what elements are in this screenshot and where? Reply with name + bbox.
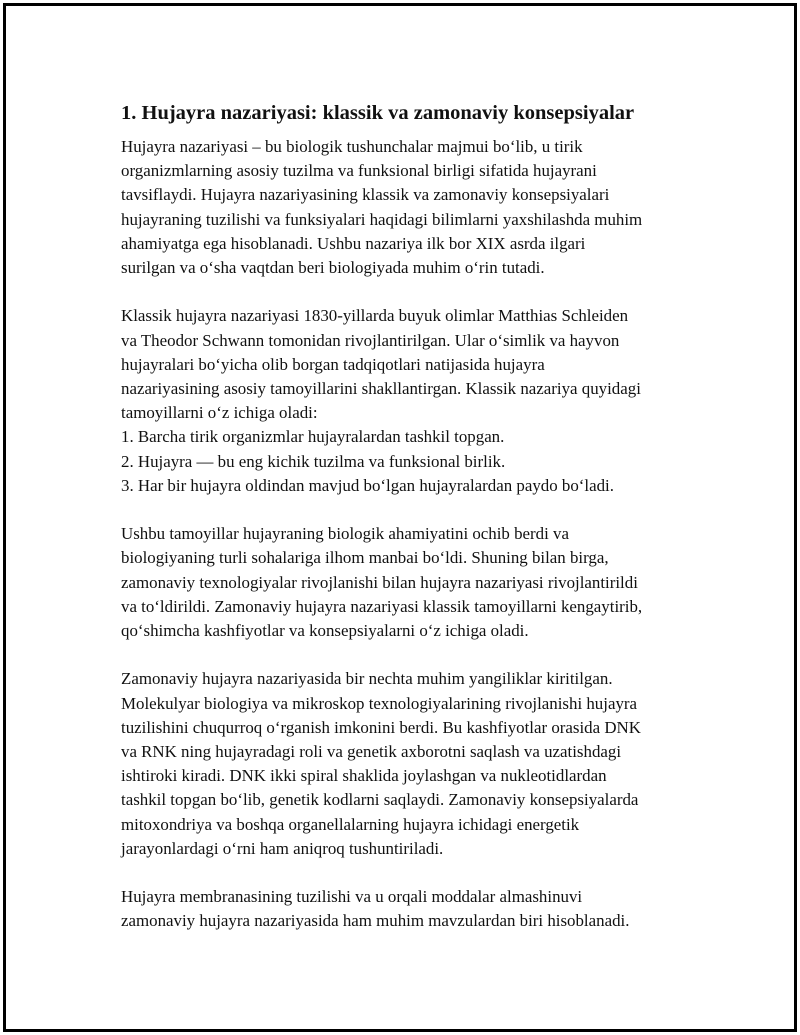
text-line: zamonaviy hujayra nazariyasida ham muhim mavzulardan biri hisoblanadi. [121, 911, 630, 931]
document-page [3, 3, 797, 1032]
section-heading: 1. Hujayra nazariyasi: klassik va zamonaviy konsepsiyalar [121, 102, 635, 124]
text-line: ahamiyatga ega hisoblanadi. Ushbu nazariya ilk bor XIX asrda ilgari [121, 233, 586, 253]
text-line: Zamonaviy hujayra nazariyasida bir nechta muhim yangiliklar kiritilgan. [121, 669, 613, 689]
list-item: 1. Barcha tirik organizmlar hujayralardan tashkil topgan. [121, 427, 505, 447]
text-line: ishtiroki kiradi. DNK ikki spiral shaklida joylashgan va nukleotidlardan [121, 766, 607, 786]
list-item: 2. Hujayra — bu eng kichik tuzilma va funksional birlik. [121, 451, 506, 471]
text-line: organizmlarning asosiy tuzilma va funksional birligi sifatida hujayrani [121, 161, 597, 181]
text-line: hujayralari bo‘yicha olib borgan tadqiqotlari natijasida hujayra [121, 354, 545, 374]
text-line: tavsiflaydi. Hujayra nazariyasining klassik va zamonaviy konsepsiyalari [121, 185, 610, 205]
text-line: va Theodor Schwann tomonidan rivojlantirilgan. Ular o‘simlik va hayvon [121, 330, 620, 350]
text-line: hujayraning tuzilishi va funksiyalari haqidagi bilimlarni yaxshilashda muhim [121, 209, 643, 229]
text-line: tashkil topgan bo‘lib, genetik kodlarni saqlaydi. Zamonaviy konsepsiyalarda [121, 790, 639, 810]
text-line: Hujayra membranasining tuzilishi va u orqali moddalar almashinuvi [121, 887, 583, 907]
text-line: Klassik hujayra nazariyasi 1830-yillarda buyuk olimlar Matthias Schleiden [121, 306, 629, 326]
text-line: Molekulyar biologiya va mikroskop texnologiyalarining rivojlanishi hujayra [121, 693, 638, 713]
text-line: qo‘shimcha kashfiyotlar va konsepsiyalarni o‘z ichiga oladi. [121, 621, 529, 641]
text-line: mitoxondriya va boshqa organellalarning hujayra ichidagi energetik [121, 814, 580, 834]
paragraph-membrane [121, 885, 711, 933]
text-line: va to‘ldirildi. Zamonaviy hujayra nazariyasi klassik tamoyillarni kengaytirib, [121, 596, 643, 616]
text-line: va RNK ning hujayradagi roli va genetik axborotni saqlash va uzatishdagi [121, 742, 622, 762]
list-item: 3. Har bir hujayra oldindan mavjud bo‘lgan hujayralardan paydo bo‘ladi. [121, 475, 614, 495]
document-content [121, 99, 711, 958]
text-line: Ushbu tamoyillar hujayraning biologik ahamiyatini ochib berdi va [121, 524, 569, 544]
text-line: zamonaviy texnologiyalar rivojlanishi bilan hujayra nazariyasi rivojlantirildi [121, 572, 638, 592]
text-line: jarayonlardagi o‘rni ham aniqroq tushuntiriladi. [121, 838, 444, 858]
paragraph-intro [121, 135, 711, 280]
text-line: biologiyaning turli sohalariga ilhom manbai bo‘ldi. Shuning bilan birga, [121, 548, 609, 568]
paragraph-significance [121, 522, 711, 643]
text-line: nazariyasining asosiy tamoyillarini shakllantirgan. Klassik nazariya quyidagi [121, 379, 641, 399]
text-line: tamoyillarni o‘z ichiga oladi: [121, 403, 318, 423]
paragraph-modern-theory [121, 667, 711, 861]
paragraph-classic-theory [121, 304, 711, 498]
text-line: tuzilishini chuqurroq o‘rganish imkonini berdi. Bu kashfiyotlar orasida DNK [121, 717, 641, 737]
text-line: surilgan va o‘sha vaqtdan beri biologiyada muhim o‘rin tutadi. [121, 258, 545, 278]
text-line: Hujayra nazariyasi – bu biologik tushunchalar majmui bo‘lib, u tirik [121, 137, 583, 156]
